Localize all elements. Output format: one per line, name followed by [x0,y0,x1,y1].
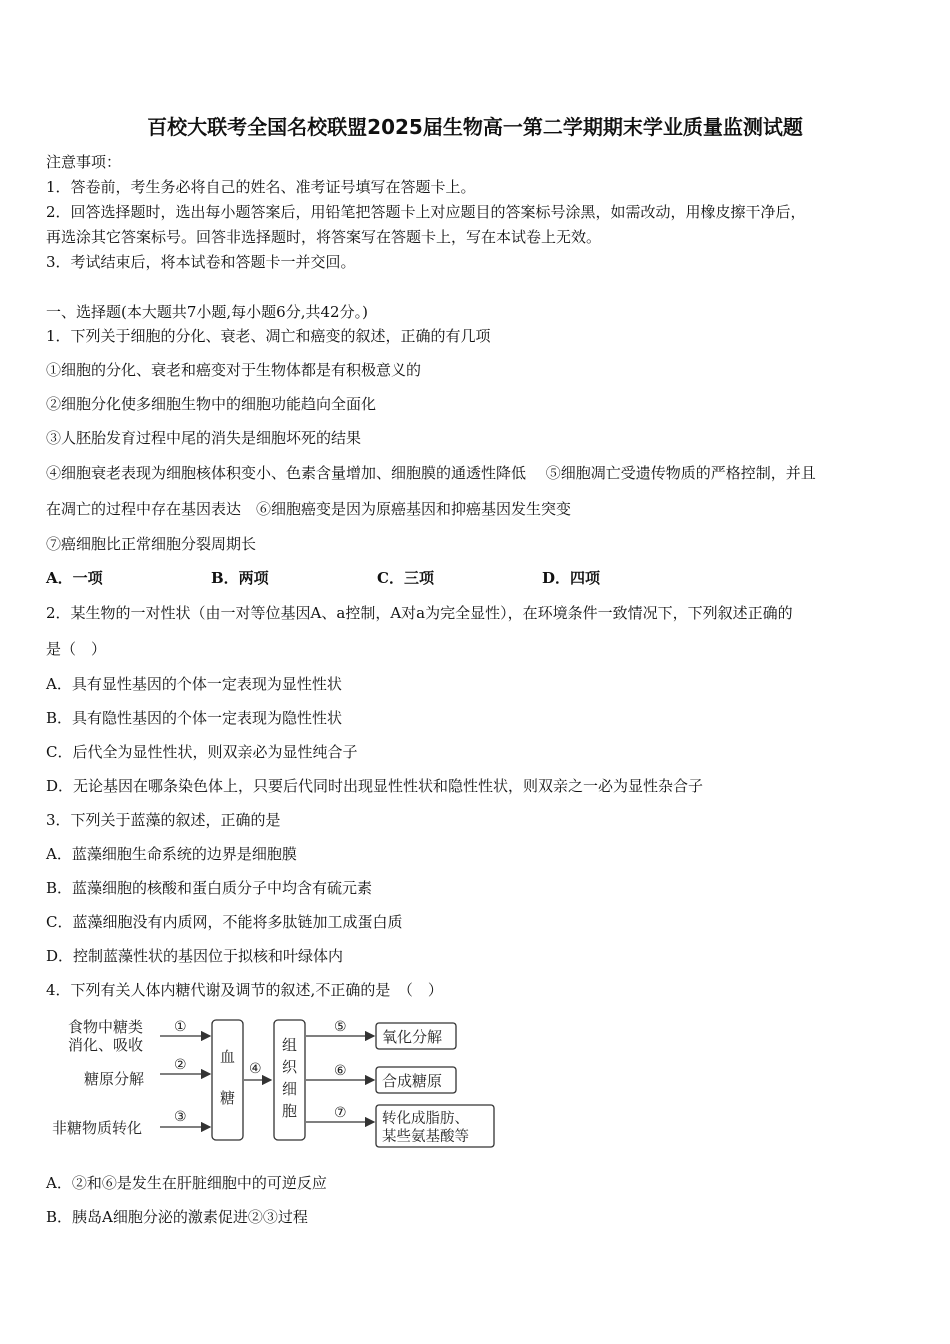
q4-stem: 4．下列有关人体内糖代谢及调节的叙述,不正确的是 （ ） [46,981,443,999]
q3-option-c[interactable]: C．蓝藻细胞没有内质网，不能将多肽链加工成蛋白质 [46,913,403,931]
q4-option-b[interactable]: B．胰岛A细胞分泌的激素促进②③过程 [46,1208,308,1226]
q2-option-d[interactable]: D．无论基因在哪条染色体上，只要后代同时出现显性性状和隐性性状，则双亲之一必为显性杂合子 [46,777,704,795]
source-food-label: 食物中糖类 [68,1018,144,1036]
blood-sugar-char-2: 糖 [220,1089,236,1107]
source-digest-label: 消化、吸收 [68,1036,144,1054]
tissue-cell-char-3: 细 [282,1080,298,1098]
step-1-label: ① [174,1019,187,1035]
notice-item-2: 2．回答选择题时，选出每小题答案后，用铅笔把答题卡上对应题目的答案标号涂黑，如需改动，用橡皮擦干净后， [46,203,806,221]
q1-option-d[interactable]: D．四项 [542,569,601,587]
step-4-label: ④ [249,1061,262,1077]
q3-option-a[interactable]: A．蓝藻细胞生命系统的边界是细胞膜 [46,845,297,863]
q1-option-b[interactable]: B．两项 [211,569,269,587]
q2-stem: 2．某生物的一对性状（由一对等位基因A、a控制，A对a为完全显性），在环境条件一致情况下，下列叙述正确的 [46,604,793,622]
source-nonsugar-label: 非糖物质转化 [52,1119,143,1137]
notice-item-1: 1．答卷前，考生务必将自己的姓名、准考证号填写在答题卡上。 [46,178,476,196]
q1-statement-2: ②细胞分化使多细胞生物中的细胞功能趋向全面化 [46,395,377,413]
glycogen-synthesis-label: 合成糖原 [382,1072,443,1090]
step-5-label: ⑤ [334,1019,347,1035]
tissue-cell-char-4: 胞 [282,1102,298,1120]
q3-stem: 3．下列关于蓝藻的叙述，正确的是 [46,811,281,829]
q1-option-c[interactable]: C．三项 [377,569,434,587]
step-3-label: ③ [174,1109,187,1125]
blood-sugar-char-1: 血 [220,1048,236,1066]
q1-statement-4-5: ④细胞衰老表现为细胞核体积变小、色素含量增加、细胞膜的通透性降低 ⑤细胞凋亡受遗传物质的严格控制，并且 [46,464,816,482]
step-7-label: ⑦ [334,1105,347,1121]
q4-option-a[interactable]: A．②和⑥是发生在肝脏细胞中的可逆反应 [46,1174,327,1192]
source-glycogen-label: 糖原分解 [84,1070,145,1088]
q1-stem: 1．下列关于细胞的分化、衰老、凋亡和癌变的叙述，正确的有几项 [46,327,491,345]
q3-option-b[interactable]: B．蓝藻细胞的核酸和蛋白质分子中均含有硫元素 [46,879,373,897]
section-heading: 一、选择题(本大题共7小题,每小题6分,共42分。) [46,303,368,321]
q2-stem-cont: 是（ ） [46,640,107,658]
q3-option-d[interactable]: D．控制蓝藻性状的基因位于拟核和叶绿体内 [46,947,344,965]
q1-statement-1: ①细胞的分化、衰老和癌变对于生物体都是有积极意义的 [46,361,422,379]
q1-statement-5-6: 在凋亡的过程中存在基因表达 ⑥细胞癌变是因为原癌基因和抑癌基因发生突变 [46,500,572,518]
tissue-cell-char-1: 组 [282,1036,298,1054]
notice-item-2-cont: 再选涂其它答案标号。回答非选择题时，将答案写在答题卡上，写在本试卷上无效。 [46,228,602,246]
blood-sugar-box [212,1020,243,1140]
q1-statement-3: ③人胚胎发育过程中尾的消失是细胞坏死的结果 [46,429,362,447]
glucose-metabolism-diagram [44,1010,496,1150]
step-2-label: ② [174,1057,187,1073]
tissue-cell-char-2: 织 [282,1058,298,1076]
q1-statement-7: ⑦癌细胞比正常细胞分裂周期长 [46,535,257,553]
notice-item-3: 3．考试结束后，将本试卷和答题卡一并交回。 [46,253,356,271]
q1-option-a[interactable]: A．一项 [46,569,103,587]
q2-option-a[interactable]: A．具有显性基因的个体一定表现为显性性状 [46,675,342,693]
notice-heading: 注意事项： [46,153,122,171]
conversion-label-2: 某些氨基酸等 [382,1129,469,1145]
exam-title: 百校大联考全国名校联盟2025届生物高一第二学期期末学业质量监测试题 [147,115,803,139]
q2-option-c[interactable]: C．后代全为显性性状，则双亲必为显性纯合子 [46,743,358,761]
step-6-label: ⑥ [334,1063,347,1079]
oxidation-label: 氧化分解 [382,1028,443,1046]
conversion-label-1: 转化成脂肪、 [382,1111,469,1127]
q2-option-b[interactable]: B．具有隐性基因的个体一定表现为隐性性状 [46,709,343,727]
